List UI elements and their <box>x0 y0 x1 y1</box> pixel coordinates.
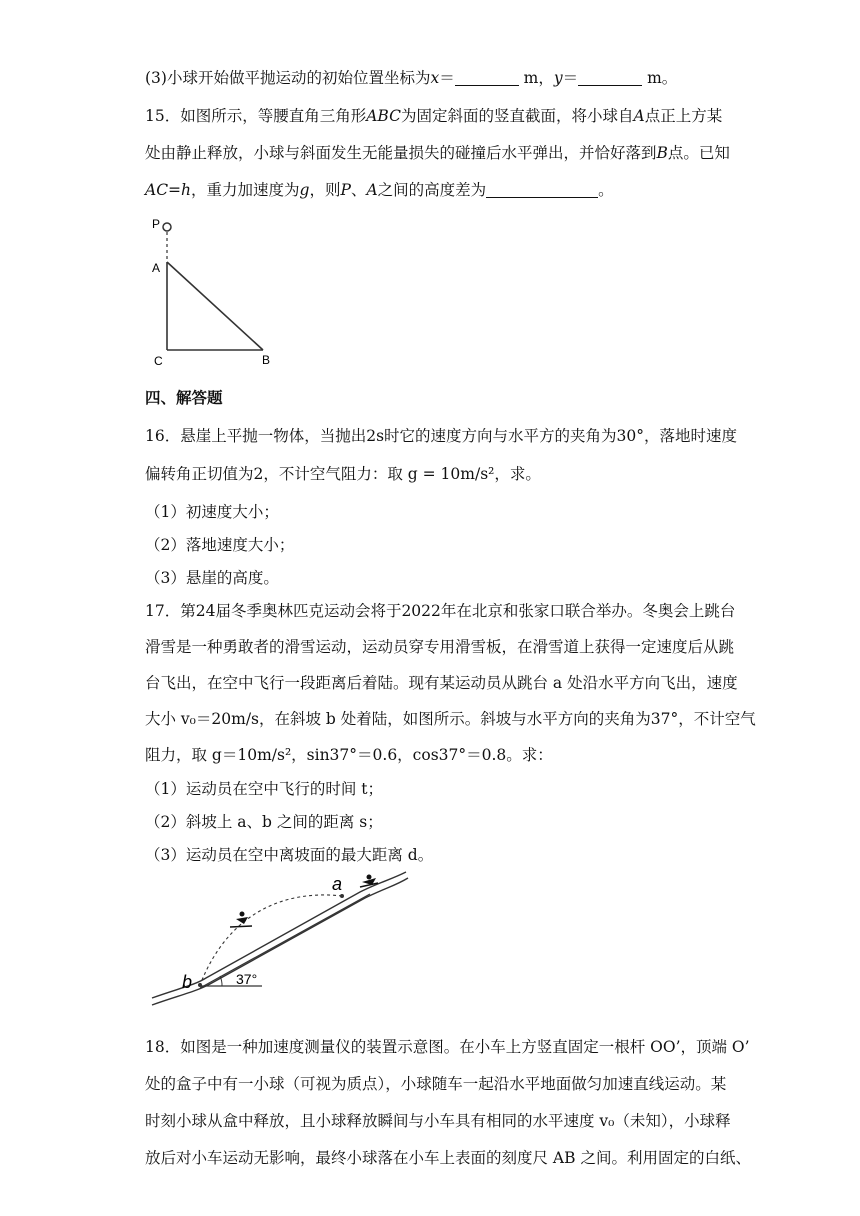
answer-blank-y[interactable] <box>578 69 642 86</box>
q16-item-1: （1）初速度大小； <box>145 503 279 521</box>
q17-line-5: 阻力，取 g＝10m/s²，sin37°＝0.6，cos37°＝0.8。求： <box>145 746 553 764</box>
q18-line-2: 处的盒子中有一小球（可视为质点），小球随车一起沿水平地面做匀加速直线运动。某 <box>145 1075 727 1093</box>
label-a: A <box>152 261 161 275</box>
q14-part3: (3)小球开始做平抛运动的初始位置坐标为x＝ m，y＝ m。 <box>145 69 678 87</box>
q15-triangle-figure <box>140 210 290 370</box>
q15-line-1: 15．如图所示，等腰直角三角形ABC为固定斜面的竖直截面，将小球自A点正上方某 <box>145 107 723 125</box>
slope-surface <box>200 894 370 988</box>
q17-line-3: 台飞出，在空中飞行一段距离后着陆。现有某运动员从跳台 a 处沿水平方向飞出，速度 <box>145 674 738 692</box>
label-b: B <box>262 353 271 367</box>
point-a <box>340 894 344 898</box>
q16-line-1: 16．悬崖上平抛一物体，当抛出2s时它的速度方向与水平方的夹角为30°，落地时速度 <box>145 427 738 445</box>
q16-item-2: （2）落地速度大小； <box>145 536 295 554</box>
ball-icon <box>163 223 171 231</box>
q18-line-4: 放后对小车运动无影响，最终小球落在小车上表面的刻度尺 AB 之间。利用固定的白纸、 <box>145 1149 751 1167</box>
q16-line-2: 偏转角正切值为2，不计空气阻力：取 g = 10m/s²，求。 <box>145 465 541 483</box>
q17-item-3: （3）运动员在空中离坡面的最大距离 d。 <box>145 846 434 864</box>
q18-line-3: 时刻小球从盒中释放，且小球释放瞬间与小车具有相同的水平速度 v₀（未知），小球释 <box>145 1112 731 1130</box>
q15-line-3: AC=h，重力加速度为g，则P、A之间的高度差为 。 <box>145 181 614 199</box>
answer-blank-height[interactable] <box>486 181 598 198</box>
q17-line-4: 大小 v₀＝20m/s，在斜坡 b 处着陆，如图所示。斜坡与水平方向的夹角为37°，不计空气 <box>145 710 756 728</box>
trajectory <box>200 895 342 985</box>
point-b <box>198 983 202 987</box>
edge-ab <box>167 262 263 350</box>
label-p: P <box>152 217 161 231</box>
q17-ski-slope-figure <box>140 868 420 1013</box>
angle-label: 37° <box>236 971 258 987</box>
q17-line-2: 滑雪是一种勇敢者的滑雪运动，运动员穿专用滑雪板，在滑雪道上获得一定速度后从跳 <box>145 638 735 656</box>
answer-blank-x[interactable] <box>455 69 519 86</box>
section-heading: 四、解答题 <box>145 388 223 407</box>
label-b: b <box>182 972 193 992</box>
q17-line-1: 17．第24届冬季奥林匹克运动会将于2022年在北京和张家口联合举办。冬奥会上跳台 <box>145 602 736 620</box>
q17-item-2: （2）斜坡上 a、b 之间的距离 s； <box>145 813 383 831</box>
label-c: C <box>154 354 163 368</box>
q16-item-3: （3）悬崖的高度。 <box>145 569 279 587</box>
q18-line-1: 18．如图是一种加速度测量仪的装置示意图。在小车上方竖直固定一根杆 OO’，顶端 O’ <box>145 1038 750 1056</box>
label-a: a <box>332 874 343 894</box>
q17-item-1: （1）运动员在空中飞行的时间 t； <box>145 780 384 798</box>
q15-line-2: 处由静止释放，小球与斜面发生无能量损失的碰撞后水平弹出，并恰好落到B点。已知 <box>145 144 730 162</box>
